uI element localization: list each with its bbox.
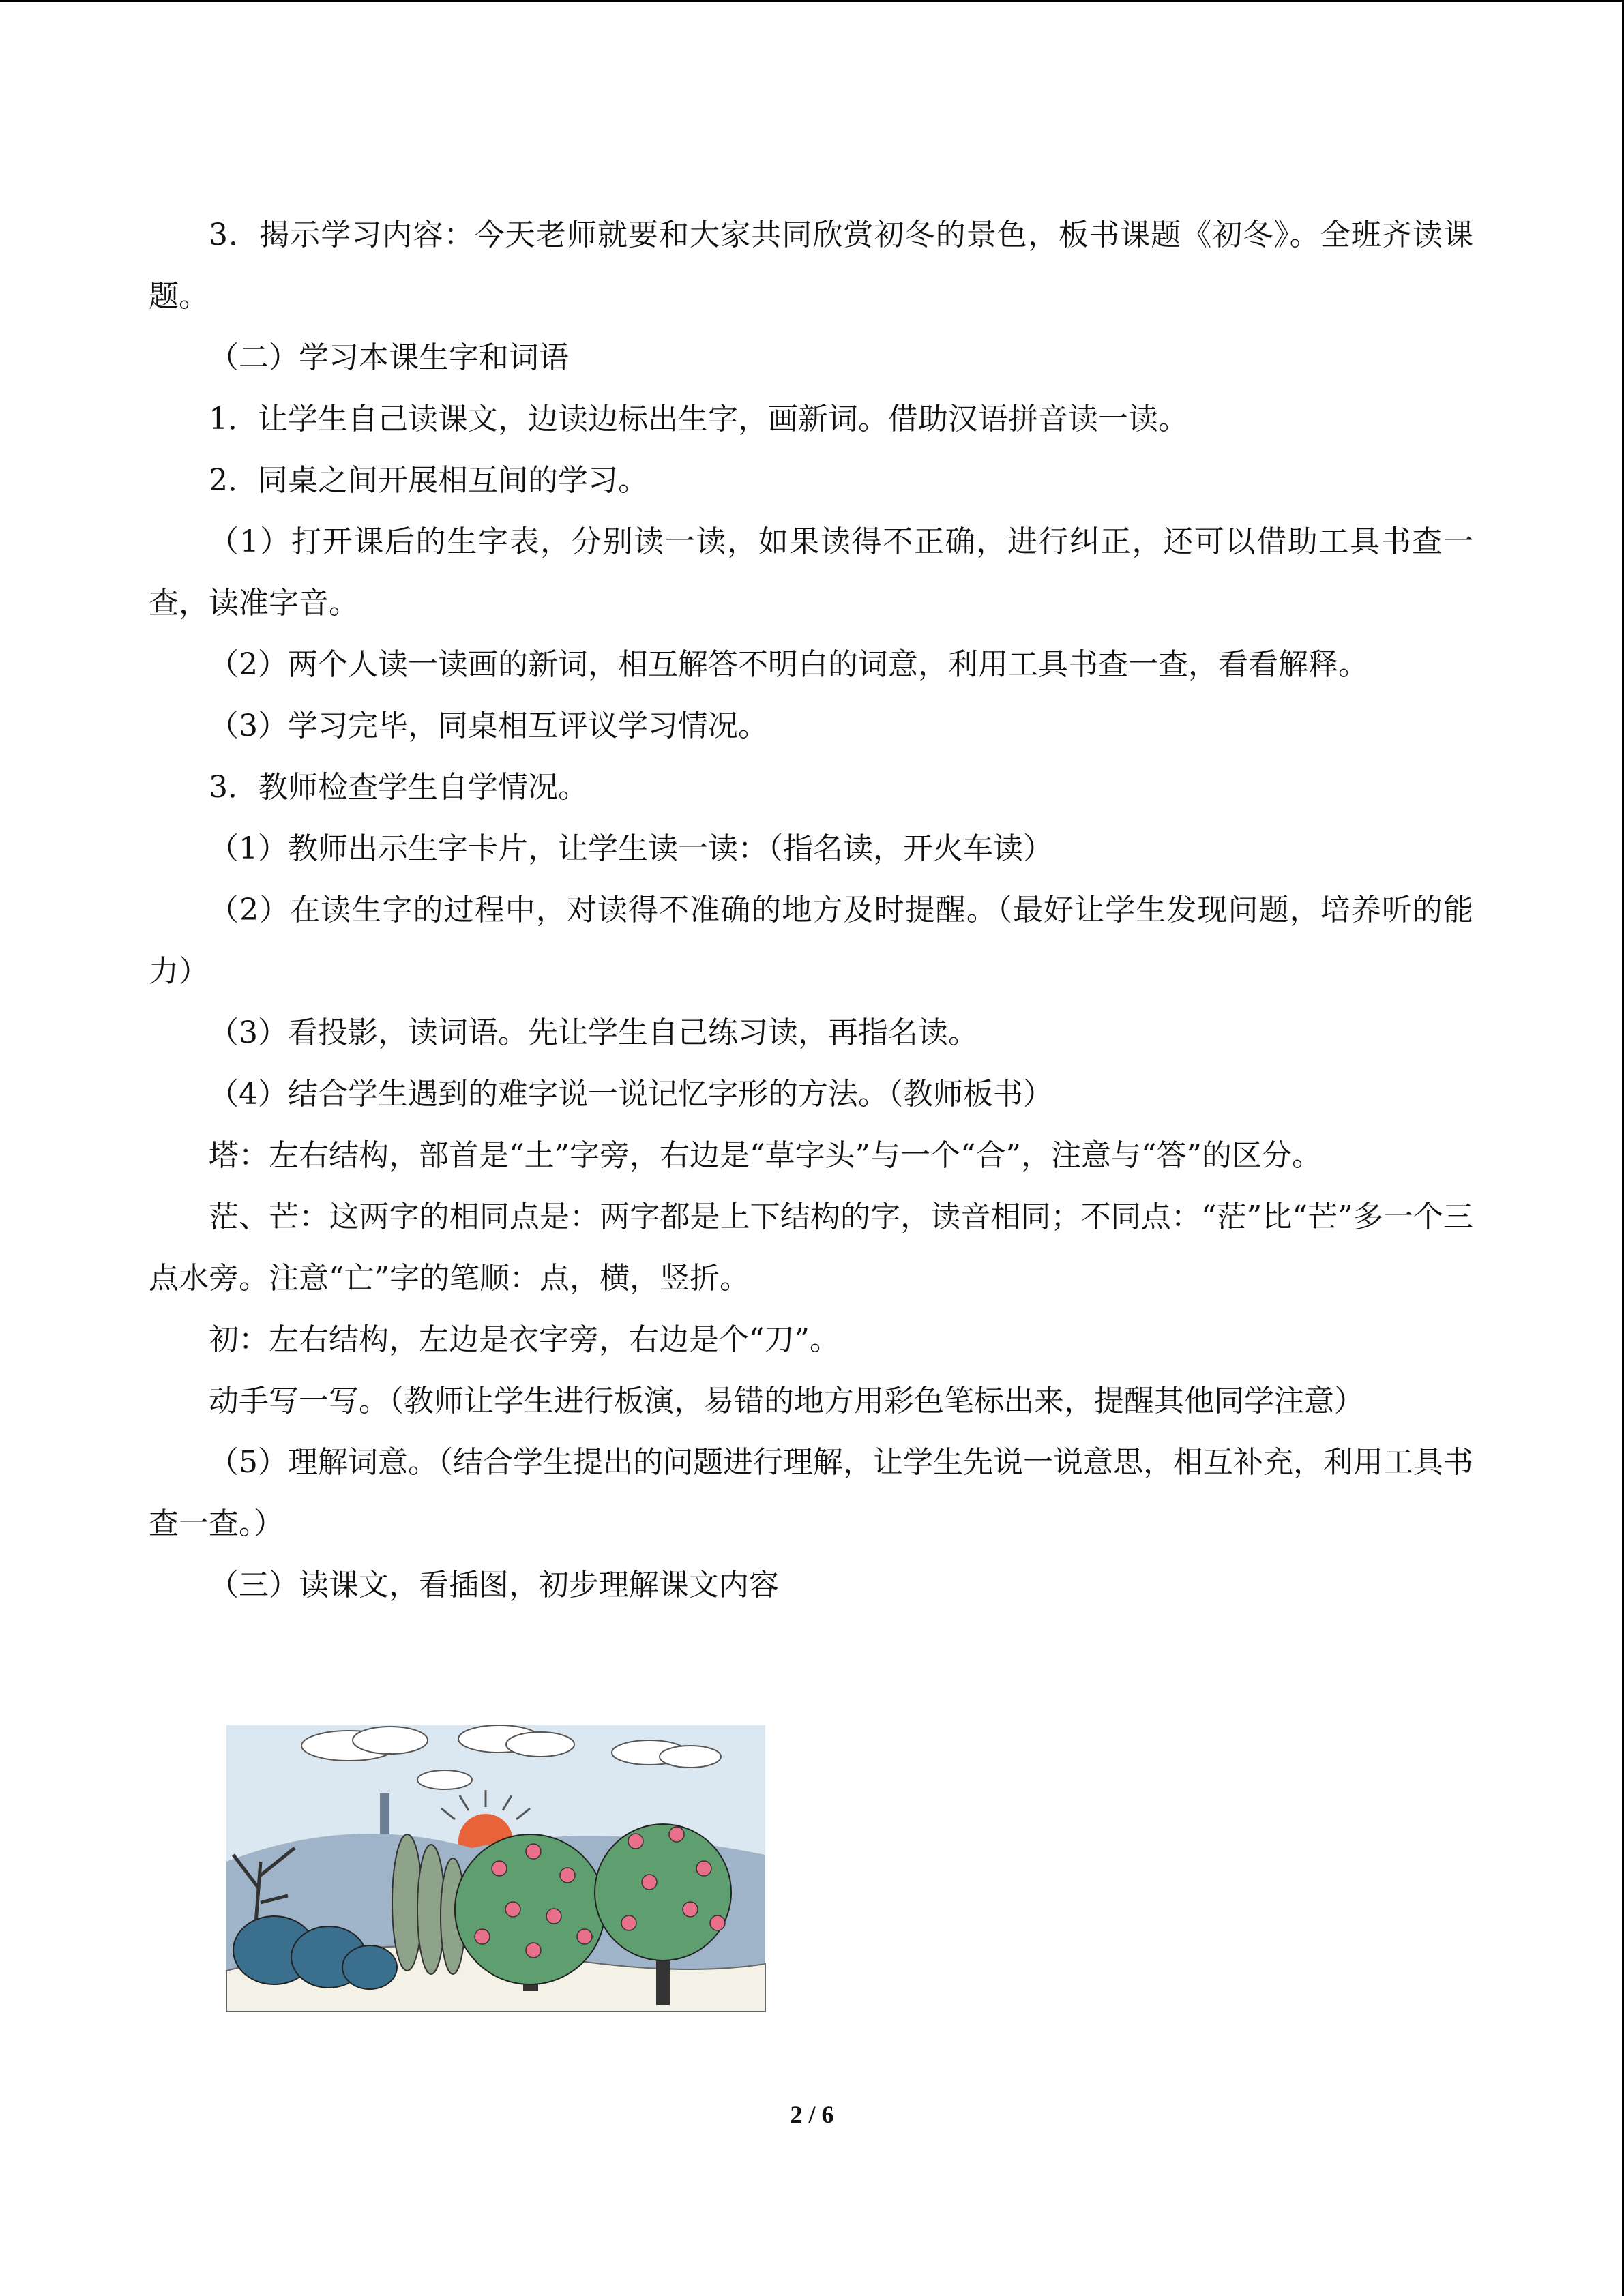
section-heading: （二）学习本课生字和词语: [209, 340, 569, 375]
paragraph: （2）两个人读一读画的新词，相互解答不明白的词意，利用工具书查一查，看看解释。: [209, 647, 1368, 682]
paragraph: （4）结合学生遇到的难字说一说记忆字形的方法。（教师板书）: [209, 1077, 1053, 1112]
section-heading: （三）读课文，看插图，初步理解课文内容: [209, 1568, 779, 1602]
paragraph: 2．同桌之间开展相互间的学习。: [209, 463, 648, 498]
paragraph: 初：左右结构，左边是衣字旁，右边是个“刀”。: [209, 1322, 840, 1357]
paragraph: （1）打开课后的生字表，分别读一读，如果读得不正确，进行纠正，还可以借助工具书查一查，读准字音。: [149, 524, 1473, 621]
paragraph: 1．让学生自己读课文，边读边标出生字，画新词。借助汉语拼音读一读。: [209, 402, 1188, 436]
landscape-illustration-icon: [213, 1705, 779, 2025]
document-body: [149, 205, 1473, 1616]
paragraph: （3）学习完毕，同桌相互评议学习情况。: [209, 709, 768, 743]
paragraph: 塔：左右结构，部首是“土”字旁，右边是“草字头”与一个“合”，注意与“答”的区分。: [209, 1138, 1322, 1173]
paragraph: 茫、芒：这两字的相同点是：两字都是上下结构的字，读音相同；不同点：“茫”比“芒”多一个三点水旁。注意“亡”字的笔顺：点，横，竖折。: [149, 1199, 1473, 1296]
tower: [380, 1793, 389, 1834]
paragraph: （1）教师出示生字卡片，让学生读一读：（指名读，开火车读）: [209, 831, 1053, 866]
paragraph: （2）在读生字的过程中，对读得不准确的地方及时提醒。（最好让学生发现问题，培养听的能力）: [149, 893, 1473, 989]
paragraph: （5）理解词意。（结合学生提出的问题进行理解，让学生先说一说意思，相互补充，利用工具书查一查。）: [149, 1445, 1473, 1541]
paragraph: 3．教师检查学生自学情况。: [209, 770, 588, 805]
paragraph: （3）看投影，读词语。先让学生自己练习读，再指名读。: [209, 1015, 978, 1050]
page-number: 2 / 6: [790, 2101, 834, 2128]
paragraph: 3．揭示学习内容：今天老师就要和大家共同欣赏初冬的景色，板书课题《初冬》。全班齐读课题。: [149, 218, 1473, 314]
fruit-tree-crown: [595, 1824, 731, 1960]
paragraph: 动手写一写。（教师让学生进行板演，易错的地方用彩色笔标出来，提醒其他同学注意）: [209, 1384, 1364, 1418]
